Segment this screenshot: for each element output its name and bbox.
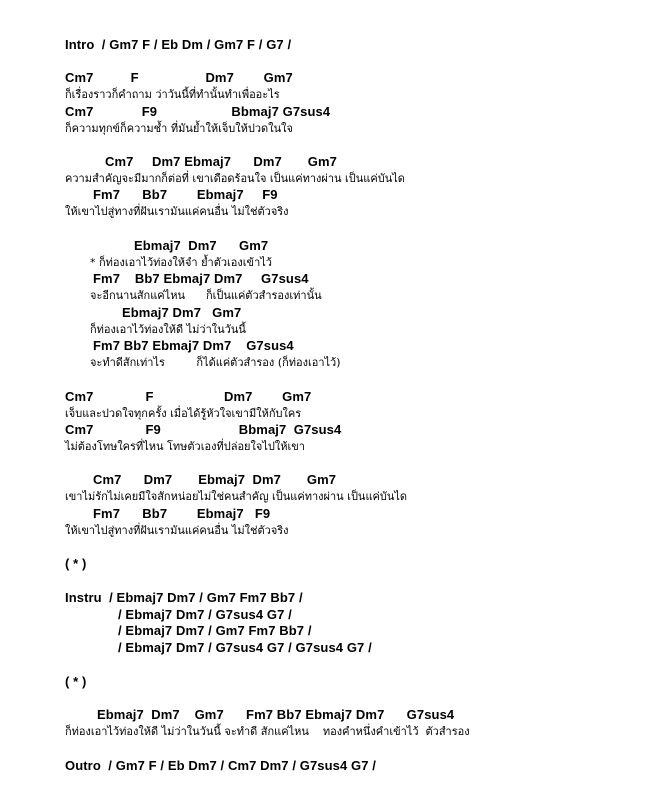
chorus-chord-line-2: Fm7 Bb7 Ebmaj7 Dm7 G7sus4 (93, 271, 309, 286)
chorus-chord-line-4: Fm7 Bb7 Ebmaj7 Dm7 G7sus4 (93, 338, 294, 353)
verse2-lyric-line-2: ไม่ต้องโทษใครที่ไหน โทษตัวเองที่ปล่อยใจไปให้เขา (65, 440, 305, 453)
chorus-lyric-line-3: ก็ท่องเอาไว้ท่องให้ดี ไม่ว่าในวันนี้ (90, 323, 246, 336)
verse1-chord-line-2: Cm7 F9 Bbmaj7 G7sus4 (65, 104, 331, 119)
chorus-chord-line-1: Ebmaj7 Dm7 Gm7 (134, 238, 269, 253)
bridge-lyric-line: ก็ท่องเอาไว้ท่องให้ดี ไม่ว่าในวันนี้ จะทำดี สักแค่ไหน ทองคำหนึ่งคำเข้าไว้ ตัวสำรอง (65, 725, 470, 738)
outro-line: Outro / Gm7 F / Eb Dm7 / Cm7 Dm7 / G7sus4 G7 / (65, 758, 377, 773)
chorus-lyric-line-4: จะทำดีสักเท่าไร ก็ได้แค่ตัวสำรอง (ก็ท่องเอาไว้) (90, 356, 341, 369)
instru-line-1: Instru / Ebmaj7 Dm7 / Gm7 Fm7 Bb7 / (65, 590, 303, 605)
instru-line-4: / Ebmaj7 Dm7 / G7sus4 G7 / G7sus4 G7 / (118, 640, 372, 655)
verse2-chord-line-2: Cm7 F9 Bbmaj7 G7sus4 (65, 422, 342, 437)
pre1-chord-line-1: Cm7 Dm7 Ebmaj7 Dm7 Gm7 (105, 154, 337, 169)
instru-line-3: / Ebmaj7 Dm7 / Gm7 Fm7 Bb7 / (118, 623, 312, 638)
pre1-lyric-line-2: ให้เขาไปสู่ทางที่ฝันเรามันแค่คนอื่น ไม่ใช่ตัวจริง (65, 205, 289, 218)
pre2-chord-line-2: Fm7 Bb7 Ebmaj7 F9 (93, 506, 271, 521)
chorus-chord-line-3: Ebmaj7 Dm7 Gm7 (122, 305, 242, 320)
chorus-lyric-line-1: * ก็ท่องเอาไว้ท่องให้จำ ย้ำตัวเองเข้าไว้ (90, 256, 272, 269)
verse2-lyric-line-1: เจ็บและปวดใจทุกครั้ง เมื่อได้รู้หัวใจเขามีให้กับใคร (65, 407, 302, 420)
pre2-chord-line-1: Cm7 Dm7 Ebmaj7 Dm7 Gm7 (93, 472, 337, 487)
chorus-repeat-marker-1: ( * ) (65, 556, 87, 571)
pre2-lyric-line-1: เขาไม่รักไม่เคยมีใจสักหน่อยไม่ใช่คนสำคัญ เป็นแค่ทางผ่าน เป็นแค่บันได (65, 490, 408, 503)
instru-line-2: / Ebmaj7 Dm7 / G7sus4 G7 / (118, 607, 292, 622)
verse1-lyric-line-2: ก็ความทุกข์ก็ความช้ำ ที่มันย้ำให้เจ็บให้ปวดในใจ (65, 122, 293, 135)
verse1-lyric-line-1: ก็เรื่องราวก็คำถาม ว่าวันนี้ที่ทำนั้นทำเพื่ออะไร (65, 88, 280, 101)
verse2-chord-line-1: Cm7 F Dm7 Gm7 (65, 389, 312, 404)
chorus-repeat-marker-2: ( * ) (65, 674, 87, 689)
pre2-lyric-line-2: ให้เขาไปสู่ทางที่ฝันเรามันแค่คนอื่น ไม่ใช่ตัวจริง (65, 524, 289, 537)
intro-line: Intro / Gm7 F / Eb Dm / Gm7 F / G7 / (65, 37, 292, 52)
bridge-chord-line: Ebmaj7 Dm7 Gm7 Fm7 Bb7 Ebmaj7 Dm7 G7sus4 (97, 707, 455, 722)
verse1-chord-line-1: Cm7 F Dm7 Gm7 (65, 70, 293, 85)
pre1-lyric-line-1: ความสำคัญจะมีมากก็ต่อที่ เขาเดือดร้อนใจ เป็นแค่ทางผ่าน เป็นแค่บันได (65, 172, 405, 185)
pre1-chord-line-2: Fm7 Bb7 Ebmaj7 F9 (93, 187, 278, 202)
chorus-lyric-line-2: จะอีกนานสักแค่ไหน ก็เป็นแค่ตัวสำรองเท่านั้น (90, 289, 322, 302)
